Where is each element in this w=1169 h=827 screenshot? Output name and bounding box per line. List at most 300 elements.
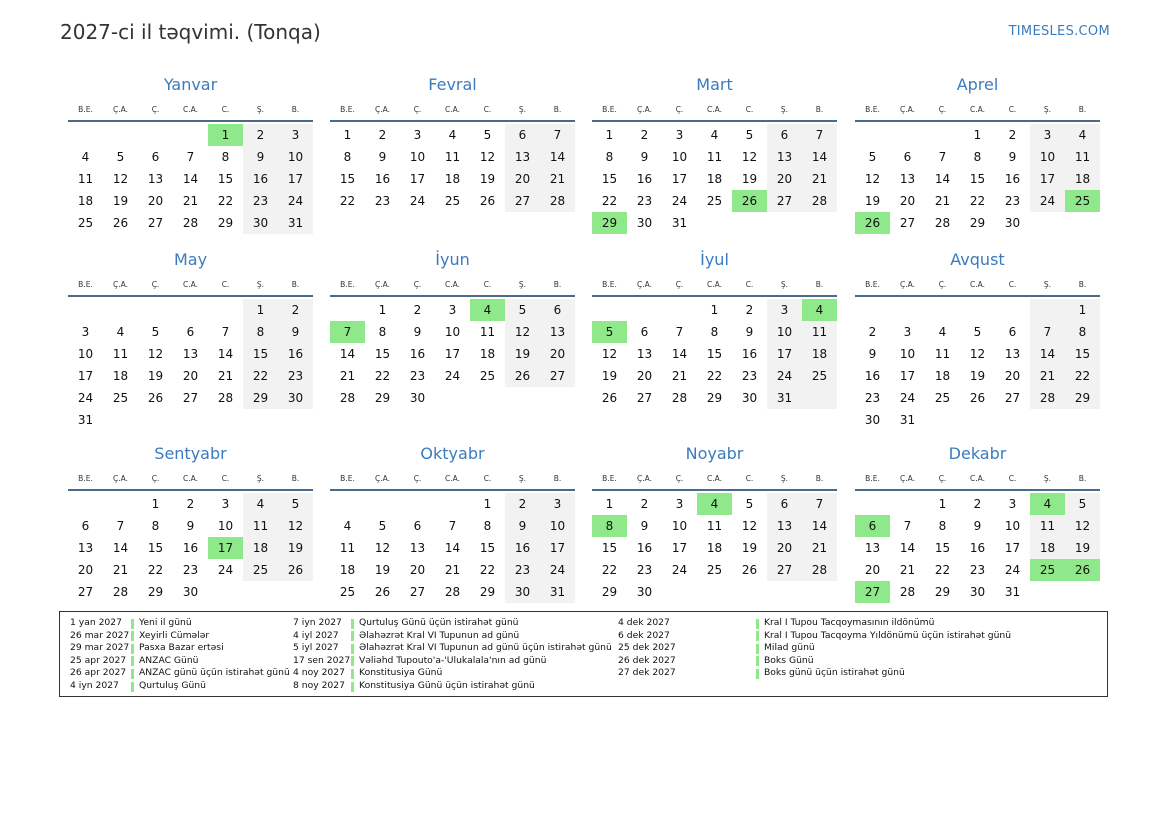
day-cell: 9 [640, 150, 649, 164]
weekday-label: B.E. [340, 105, 355, 114]
day-cell: 18 [339, 563, 356, 577]
day-cell: 16 [409, 347, 426, 361]
day-cell: 18 [802, 343, 837, 365]
weekday-label: Ş. [780, 280, 789, 289]
day-cell: 10 [1004, 519, 1021, 533]
day-cell: 14 [339, 347, 356, 361]
day-cell: 23 [864, 391, 881, 405]
day-cell: 20 [864, 563, 881, 577]
weekday-label: B. [553, 280, 562, 289]
legend-holiday-marker [756, 656, 759, 666]
day-cell: 13 [182, 347, 199, 361]
day-cell: 8 [343, 150, 352, 164]
day-cell: 7 [448, 519, 457, 533]
day-cell: 20 [767, 168, 802, 190]
legend-holiday-name: Pasxa Bazar ertəsi [139, 642, 224, 654]
day-cell: 9 [640, 519, 649, 533]
legend-holiday-marker [131, 669, 134, 679]
weekday-label: Ç.A. [374, 474, 390, 483]
day-cell: 19 [1065, 537, 1100, 559]
legend-holiday-marker [131, 682, 134, 692]
day-cell: 18 [77, 194, 94, 208]
day-cell: 8 [973, 150, 982, 164]
day-cell: 15 [601, 541, 618, 555]
day-cell: 14 [1030, 343, 1065, 365]
legend-date: 26 dek 2027 [618, 654, 676, 666]
day-cell: 2 [505, 493, 540, 515]
day-cell: 19 [112, 194, 129, 208]
weekday-label: Ç. [151, 105, 160, 114]
day-cell: 24 [409, 194, 426, 208]
weekday-label: C. [221, 105, 230, 114]
day-cell: 7 [802, 124, 837, 146]
day-cell: 19 [969, 369, 986, 383]
weekday-label: C.A. [182, 474, 198, 483]
day-cell: 5 [278, 493, 313, 515]
weekday-label: B. [553, 474, 562, 483]
weekday-label: B. [1078, 280, 1087, 289]
day-cell: 16 [969, 541, 986, 555]
day-cell: 31 [540, 581, 575, 603]
day-cell: 9 [413, 325, 422, 339]
legend-holiday-marker [131, 656, 134, 666]
month-title: Oktyabr [420, 444, 485, 463]
day-cell: 13 [77, 541, 94, 555]
day-cell: 2 [1008, 128, 1017, 142]
day-cell: 22 [147, 563, 164, 577]
day-cell: 2 [640, 497, 649, 511]
day-cell: 20 [147, 194, 164, 208]
day-cell: 29 [479, 585, 496, 599]
day-cell: 3 [81, 325, 90, 339]
day-cell: 12 [741, 150, 758, 164]
day-cell: 10 [1030, 146, 1065, 168]
weekday-label: Ş. [518, 280, 527, 289]
day-cell: 8 [378, 325, 387, 339]
day-cell: 29 [374, 391, 391, 405]
day-cell: 23 [741, 369, 758, 383]
day-cell: 20 [899, 194, 916, 208]
day-cell: 27 [182, 391, 199, 405]
day-cell: 26 [278, 559, 313, 581]
day-cell: 14 [217, 347, 234, 361]
day-cell: 19 [147, 369, 164, 383]
weekday-label: C.A. [706, 474, 722, 483]
day-cell: 19 [479, 172, 496, 186]
weekday-label: C.A. [706, 280, 722, 289]
day-cell: 13 [899, 172, 916, 186]
day-cell: 29 [706, 391, 723, 405]
day-cell: 29 [601, 585, 618, 599]
legend-holiday-name: Konstitusiya Günü [359, 667, 443, 679]
legend-date: 4 iyn 2027 [70, 680, 119, 691]
day-cell: 22 [1065, 365, 1100, 387]
day-cell: 16 [278, 343, 313, 365]
day-cell: 12 [505, 321, 540, 343]
day-cell: 27 [899, 216, 916, 230]
day-cell: 10 [540, 515, 575, 537]
holiday-day-cell: 26 [855, 212, 890, 234]
weekday-label: C.A. [444, 474, 460, 483]
day-cell: 14 [671, 347, 688, 361]
day-cell: 11 [243, 515, 278, 537]
weekday-label: B. [291, 280, 300, 289]
weekday-label: B. [553, 105, 562, 114]
day-cell: 13 [147, 172, 164, 186]
day-cell: 15 [217, 172, 234, 186]
day-cell: 19 [601, 369, 618, 383]
day-cell: 21 [339, 369, 356, 383]
legend-holiday-marker [756, 669, 759, 679]
legend-holiday-name: Vəliəhd Tupouto'a-'Ulukalala'nın ad günü [359, 654, 547, 666]
weekday-label: Ç. [413, 474, 422, 483]
day-cell: 17 [671, 172, 688, 186]
day-cell: 3 [1008, 497, 1017, 511]
day-cell: 11 [706, 150, 723, 164]
day-cell: 9 [1008, 150, 1017, 164]
header-divider [592, 295, 837, 297]
day-cell: 24 [671, 563, 688, 577]
page-title: 2027-ci il təqvimi. (Tonqa) [60, 20, 321, 44]
day-cell: 23 [182, 563, 199, 577]
day-cell: 18 [1065, 168, 1100, 190]
day-cell: 4 [243, 493, 278, 515]
day-cell: 23 [243, 190, 278, 212]
day-cell: 27 [147, 216, 164, 230]
day-cell: 3 [675, 497, 684, 511]
day-cell: 9 [378, 150, 387, 164]
day-cell: 24 [278, 190, 313, 212]
day-cell: 15 [147, 541, 164, 555]
holiday-day-cell: 6 [855, 515, 890, 537]
header-divider [592, 489, 837, 491]
day-cell: 5 [868, 150, 877, 164]
day-cell: 7 [675, 325, 684, 339]
weekday-label: B. [1078, 474, 1087, 483]
month-title: Dekabr [948, 444, 1007, 463]
day-cell: 27 [1004, 391, 1021, 405]
weekday-label: Ç. [938, 105, 947, 114]
day-cell: 28 [1030, 387, 1065, 409]
weekday-label: B. [1078, 105, 1087, 114]
day-cell: 25 [802, 365, 837, 387]
weekday-label: C. [483, 474, 492, 483]
day-cell: 8 [710, 325, 719, 339]
day-cell: 11 [802, 321, 837, 343]
day-cell: 17 [278, 168, 313, 190]
day-cell: 6 [505, 124, 540, 146]
day-cell: 8 [221, 150, 230, 164]
day-cell: 26 [601, 391, 618, 405]
legend-holiday-marker [351, 656, 354, 666]
day-cell: 2 [278, 299, 313, 321]
legend-holiday-name: Əlahəzrət Kral VI Tupunun ad günü [359, 629, 520, 641]
legend-date: 17 sen 2027 [293, 654, 351, 666]
day-cell: 26 [969, 391, 986, 405]
day-cell: 10 [217, 519, 234, 533]
day-cell: 6 [186, 325, 195, 339]
day-cell: 5 [745, 497, 754, 511]
day-cell: 1 [1065, 299, 1100, 321]
weekday-label: B. [291, 105, 300, 114]
header-divider [68, 489, 313, 491]
legend-date: 26 mar 2027 [70, 629, 130, 641]
day-cell: 23 [374, 194, 391, 208]
day-cell: 7 [1030, 321, 1065, 343]
day-cell: 24 [899, 391, 916, 405]
day-cell: 1 [938, 497, 947, 511]
day-cell: 10 [444, 325, 461, 339]
legend-holiday-name: Qurtuluş Günü üçün istirahət günü [359, 617, 519, 628]
holiday-day-cell: 4 [470, 299, 505, 321]
day-cell: 24 [671, 194, 688, 208]
day-cell: 25 [444, 194, 461, 208]
month-title: İyul [700, 250, 729, 269]
day-cell: 30 [1004, 216, 1021, 230]
day-cell: 2 [243, 124, 278, 146]
day-cell: 19 [741, 541, 758, 555]
weekday-label: Ç. [413, 280, 422, 289]
day-cell: 15 [601, 172, 618, 186]
day-cell: 6 [413, 519, 422, 533]
day-cell: 25 [112, 391, 129, 405]
day-cell: 12 [479, 150, 496, 164]
day-cell: 4 [116, 325, 125, 339]
day-cell: 5 [1065, 493, 1100, 515]
weekday-label: C.A. [969, 280, 985, 289]
day-cell: 6 [151, 150, 160, 164]
day-cell: 30 [636, 585, 653, 599]
day-cell: 6 [767, 493, 802, 515]
legend-date: 4 noy 2027 [293, 667, 345, 679]
day-cell: 30 [741, 391, 758, 405]
day-cell: 31 [77, 413, 94, 427]
day-cell: 12 [601, 347, 618, 361]
day-cell: 10 [767, 321, 802, 343]
day-cell: 1 [605, 497, 614, 511]
day-cell: 21 [671, 369, 688, 383]
day-cell: 1 [343, 128, 352, 142]
day-cell: 7 [938, 150, 947, 164]
day-cell: 31 [278, 212, 313, 234]
legend-date: 5 iyl 2027 [293, 642, 339, 654]
day-cell: 8 [243, 321, 278, 343]
day-cell: 20 [636, 369, 653, 383]
day-cell: 20 [505, 168, 540, 190]
day-cell: 10 [278, 146, 313, 168]
day-cell: 25 [706, 563, 723, 577]
day-cell: 23 [1004, 194, 1021, 208]
day-cell: 24 [767, 365, 802, 387]
weekday-label: Ç.A. [374, 280, 390, 289]
day-cell: 24 [444, 369, 461, 383]
day-cell: 5 [973, 325, 982, 339]
legend-holiday-marker [351, 669, 354, 679]
day-cell: 18 [112, 369, 129, 383]
day-cell: 30 [969, 585, 986, 599]
day-cell: 5 [151, 325, 160, 339]
day-cell: 17 [409, 172, 426, 186]
weekday-label: C.A. [444, 280, 460, 289]
day-cell: 2 [186, 497, 195, 511]
day-cell: 4 [710, 128, 719, 142]
weekday-label: B.E. [865, 105, 880, 114]
day-cell: 16 [243, 168, 278, 190]
day-cell: 13 [864, 541, 881, 555]
day-cell: 2 [378, 128, 387, 142]
holiday-day-cell: 4 [697, 493, 732, 515]
day-cell: 21 [112, 563, 129, 577]
weekday-label: C.A. [182, 280, 198, 289]
day-cell: 4 [938, 325, 947, 339]
day-cell: 13 [409, 541, 426, 555]
day-cell: 22 [706, 369, 723, 383]
holiday-day-cell: 8 [592, 515, 627, 537]
day-cell: 3 [1030, 124, 1065, 146]
day-cell: 15 [706, 347, 723, 361]
weekday-label: C. [745, 105, 754, 114]
day-cell: 1 [151, 497, 160, 511]
day-cell: 30 [505, 581, 540, 603]
day-cell: 29 [969, 216, 986, 230]
header-divider [330, 295, 575, 297]
brand-link[interactable]: TIMESLES.COM [1008, 24, 1110, 39]
day-cell: 20 [1004, 369, 1021, 383]
day-cell: 18 [706, 541, 723, 555]
day-cell: 3 [413, 128, 422, 142]
day-cell: 28 [802, 190, 837, 212]
weekday-label: C. [221, 474, 230, 483]
header-divider [68, 295, 313, 297]
day-cell: 4 [81, 150, 90, 164]
month-title: May [173, 250, 208, 269]
day-cell: 2 [745, 303, 754, 317]
day-cell: 19 [374, 563, 391, 577]
header-divider [855, 489, 1100, 491]
day-cell: 9 [973, 519, 982, 533]
weekday-label: Ç. [675, 105, 684, 114]
day-cell: 19 [505, 343, 540, 365]
day-cell: 1 [378, 303, 387, 317]
holiday-day-cell: 7 [330, 321, 365, 343]
weekday-label: C.A. [182, 105, 198, 114]
day-cell: 24 [217, 563, 234, 577]
day-cell: 27 [636, 391, 653, 405]
day-cell: 15 [479, 541, 496, 555]
day-cell: 22 [217, 194, 234, 208]
legend-date: 8 noy 2027 [293, 680, 345, 691]
day-cell: 16 [374, 172, 391, 186]
legend-holiday-marker [756, 644, 759, 654]
day-cell: 18 [934, 369, 951, 383]
day-cell: 6 [767, 124, 802, 146]
day-cell: 5 [505, 299, 540, 321]
day-cell: 11 [1030, 515, 1065, 537]
day-cell: 7 [903, 519, 912, 533]
day-cell: 29 [147, 585, 164, 599]
day-cell: 22 [374, 369, 391, 383]
day-cell: 6 [81, 519, 90, 533]
day-cell: 12 [147, 347, 164, 361]
legend-holiday-name: ANZAC günü üçün istirahət günü [139, 667, 290, 679]
day-cell: 15 [1065, 343, 1100, 365]
weekday-label: Ç.A. [112, 105, 128, 114]
day-cell: 3 [448, 303, 457, 317]
day-cell: 7 [221, 325, 230, 339]
day-cell: 16 [182, 541, 199, 555]
weekday-label: C.A. [444, 105, 460, 114]
day-cell: 30 [243, 212, 278, 234]
day-cell: 13 [1004, 347, 1021, 361]
day-cell: 16 [636, 541, 653, 555]
day-cell: 15 [374, 347, 391, 361]
day-cell: 31 [1004, 585, 1021, 599]
day-cell: 27 [505, 190, 540, 212]
day-cell: 3 [767, 299, 802, 321]
day-cell: 18 [706, 172, 723, 186]
day-cell: 9 [243, 146, 278, 168]
day-cell: 22 [934, 563, 951, 577]
day-cell: 29 [243, 387, 278, 409]
month-title: İyun [435, 250, 470, 269]
day-cell: 5 [378, 519, 387, 533]
legend-date: 27 dek 2027 [618, 667, 676, 679]
weekday-label: C. [483, 105, 492, 114]
day-cell: 13 [540, 321, 575, 343]
holiday-legend [59, 611, 1108, 697]
legend-holiday-name: Kral I Tupou Tacqoymasının ildönümü [764, 617, 935, 628]
holiday-day-cell: 17 [208, 537, 243, 559]
weekday-label: Ç.A. [112, 280, 128, 289]
legend-holiday-marker [351, 631, 354, 641]
day-cell: 4 [343, 519, 352, 533]
day-cell: 18 [1030, 537, 1065, 559]
day-cell: 28 [182, 216, 199, 230]
weekday-label: B.E. [602, 105, 617, 114]
day-cell: 7 [116, 519, 125, 533]
legend-holiday-name: Yeni il günü [139, 617, 192, 628]
day-cell: 11 [339, 541, 356, 555]
day-cell: 27 [409, 585, 426, 599]
day-cell: 31 [671, 216, 688, 230]
weekday-label: B.E. [602, 280, 617, 289]
day-cell: 31 [899, 413, 916, 427]
legend-holiday-name: Əlahəzrət Kral VI Tupunun ad günü üçün istirahət günü [359, 642, 612, 654]
day-cell: 11 [706, 519, 723, 533]
day-cell: 7 [186, 150, 195, 164]
day-cell: 30 [278, 387, 313, 409]
legend-holiday-marker [351, 619, 354, 629]
day-cell: 20 [767, 537, 802, 559]
day-cell: 28 [802, 559, 837, 581]
weekday-label: Ç.A. [374, 105, 390, 114]
weekday-label: Ç.A. [636, 105, 652, 114]
legend-date: 25 dek 2027 [618, 642, 676, 654]
legend-date: 6 dek 2027 [618, 629, 670, 641]
day-cell: 11 [77, 172, 94, 186]
legend-holiday-name: Konstitusiya Günü üçün istirahət günü [359, 680, 535, 691]
legend-holiday-marker [756, 631, 759, 641]
day-cell: 6 [640, 325, 649, 339]
weekday-label: C. [483, 280, 492, 289]
day-cell: 13 [505, 146, 540, 168]
day-cell: 14 [444, 541, 461, 555]
day-cell: 16 [864, 369, 881, 383]
day-cell: 2 [868, 325, 877, 339]
day-cell: 29 [1065, 387, 1100, 409]
day-cell: 14 [802, 146, 837, 168]
day-cell: 23 [409, 369, 426, 383]
